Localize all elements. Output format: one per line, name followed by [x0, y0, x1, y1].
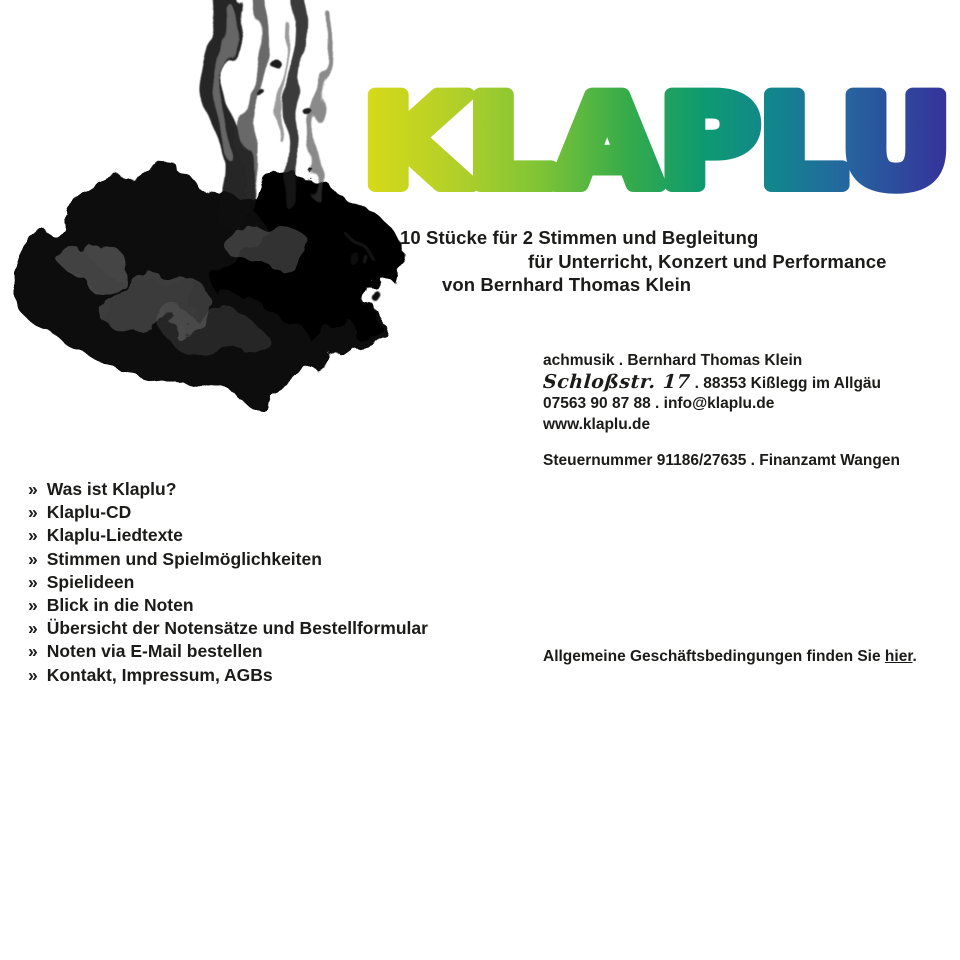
agb-line	[543, 648, 917, 666]
menu-item-stimmen-und-spielmoeglichkeiten[interactable]	[28, 548, 428, 571]
menu-item-label: Noten via E-Mail bestellen	[46, 641, 263, 662]
subtitle-line-3: von Bernhard Thomas Klein	[442, 274, 692, 295]
menu-marker-icon: »	[28, 664, 38, 685]
contact-block	[543, 351, 881, 435]
menu-item-noten-via-email-bestellen[interactable]	[28, 640, 428, 663]
menu-marker-icon: »	[28, 618, 38, 639]
menu-item-spielideen[interactable]	[28, 571, 428, 594]
menu-item-label: Kontakt, Impressum, AGBs	[46, 664, 273, 685]
contact-address-rest: . 88353 Kißlegg im Allgäu	[694, 374, 881, 392]
contact-phone-email: 07563 90 87 88 . info@klaplu.de	[543, 395, 775, 412]
menu-marker-icon: »	[28, 548, 38, 569]
agb-hier-link[interactable]: hier	[884, 648, 913, 665]
menu-item-was-ist-klaplu[interactable]	[28, 478, 428, 501]
menu-item-label: Klaplu-CD	[46, 502, 132, 523]
menu-marker-icon: »	[28, 479, 38, 499]
subtitle-line-2: für Unterricht, Konzert und Performance	[528, 250, 887, 272]
subtitle-line-1: 10 Stücke für 2 Stimmen und Begleitung	[400, 227, 759, 248]
contact-name-line: achmusik . Bernhard Thomas Klein	[543, 352, 803, 369]
menu-item-kontakt-impressum-agbs[interactable]	[28, 664, 428, 687]
menu-item-label: Spielideen	[46, 571, 135, 592]
menu-item-label: Übersicht der Notensätze und Bestellformular	[46, 618, 428, 639]
agb-period: .	[912, 648, 917, 665]
contact-street-handwritten: Schloßstr. 17	[542, 370, 692, 393]
agb-text: Allgemeine Geschäftsbedingungen finden Sie	[543, 648, 885, 665]
menu-item-label: Stimmen und Spielmöglichkeiten	[46, 548, 322, 569]
menu-marker-icon: »	[28, 525, 38, 546]
contact-website: www.klaplu.de	[543, 415, 651, 433]
menu-item-klaplu-liedtexte[interactable]	[28, 524, 428, 547]
main-menu	[28, 478, 428, 687]
menu-marker-icon: »	[28, 571, 38, 592]
klaplu-logo	[354, 58, 960, 203]
menu-item-label: Blick in die Noten	[46, 595, 194, 616]
tax-number-line: Steuernummer 91186/27635 . Finanzamt Wangen	[543, 452, 900, 469]
subtitle	[400, 226, 887, 297]
logo-text: KLAPLU	[363, 71, 951, 203]
menu-item-klaplu-cd[interactable]	[28, 501, 428, 524]
contact-address-line	[543, 372, 881, 395]
menu-item-label: Was ist Klaplu?	[46, 479, 177, 499]
menu-item-uebersicht-notensaetze-bestellformular[interactable]	[28, 617, 428, 640]
menu-marker-icon: »	[28, 595, 38, 616]
menu-marker-icon: »	[28, 641, 38, 662]
menu-item-blick-in-die-noten[interactable]	[28, 594, 428, 617]
menu-item-label: Klaplu-Liedtexte	[46, 525, 183, 546]
menu-marker-icon: »	[28, 502, 38, 523]
